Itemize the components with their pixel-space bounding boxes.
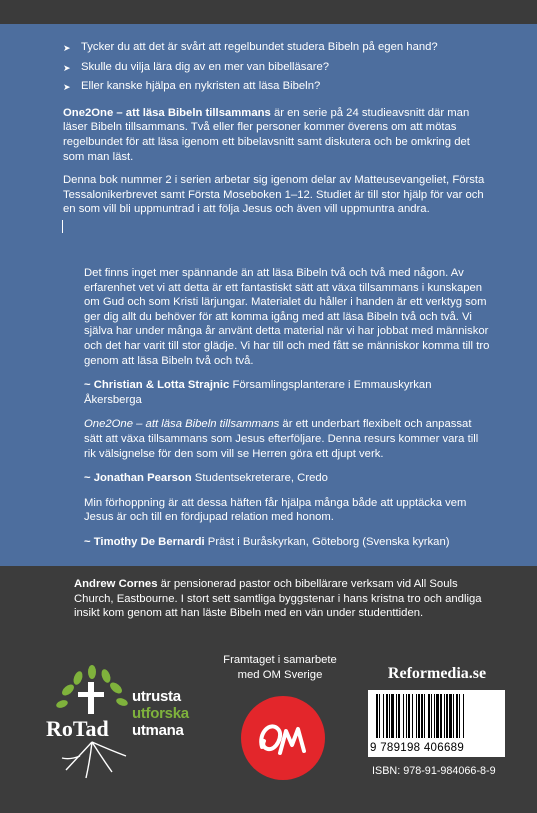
barcode-bar — [418, 694, 420, 738]
quote-1-attribution: ~ Christian & Lotta Strajnic Församlingsplanterare i Emmauskyrkan Åkersberga — [84, 379, 432, 406]
arrow-bullet-icon: ➤ — [63, 62, 71, 73]
barcode-bar — [463, 694, 464, 738]
quote-3-text: Min förhoppning är att dessa häften får hjälpa många både att upptäcka vem Jesus är och till en fördjupad relation med honom. — [84, 496, 467, 524]
barcode-bar — [416, 694, 417, 738]
barcode-bar — [424, 694, 425, 738]
barcode-bar — [389, 694, 390, 738]
arrow-bullet-icon: ➤ — [63, 43, 71, 53]
barcode-bar — [456, 694, 458, 738]
barcode-bar — [403, 694, 404, 738]
barcode-bars — [368, 690, 505, 740]
endorsements — [84, 266, 492, 560]
barcode-bar — [391, 694, 394, 738]
barcode-bar — [444, 694, 445, 738]
isbn: ISBN: 978-91-984066-8-9 — [372, 765, 496, 777]
barcode-bar — [446, 694, 448, 738]
barcode-bar — [386, 694, 388, 738]
book-paragraph: Denna bok nummer 2 i serien arbetar sig igenom delar av Matteusevangeliet, Första Tessalonikerbrevet samt Första Moseboken 1–12. Studiet är till stor hjälp för var och en som vill bli uppmuntrad i att följa Jesus och även vill uppmuntra andra. — [63, 174, 485, 216]
quote-2-attribution: ~ Jonathan Pearson Studentsekreterare, Credo — [84, 472, 328, 485]
series-title: One2One – att läsa Bibeln tillsammans — [63, 106, 271, 119]
barcode-bar — [428, 694, 430, 738]
barcode-bar — [396, 694, 397, 738]
bullet-item: ➤ Skulle du vilja lära dig av en mer van bibelläsare? — [63, 60, 493, 75]
rotad-word: utrusta — [132, 688, 181, 705]
barcode-bar — [406, 694, 407, 738]
barcode-bar — [431, 694, 432, 738]
rotad-logo — [40, 660, 220, 785]
barcode-bar — [449, 694, 452, 738]
bullet-item: ➤ Tycker du att det är svårt att regelbundet studera Bibeln på egen hand? — [63, 40, 493, 55]
barcode-bar — [453, 694, 454, 738]
rotad-words — [132, 688, 189, 739]
collaboration-note: Framtaget i samarbete med OM Sverige — [223, 654, 337, 681]
barcode-bar — [412, 694, 413, 738]
publisher-name: Reformedia.se — [387, 665, 487, 682]
barcode-bar — [459, 694, 460, 738]
intro-paragraph: One2One – att läsa Bibeln tillsammans är en serie på 24 studieavsnitt där man läser Bibeln tillsammans. Två eller fler personer kommer överens om att mötas regelbundet för att läsa igenom ett bibelavsnitt samt diskutera och be omkring det som man läst. — [63, 106, 470, 163]
quote-1-text: Det finns inget mer spännande än att läsa Bibeln två och två med någon. Av erfarenhet vet vi att detta är ett fantastiskt sätt att växa tillsammans i kunskapen om Gud och som Kristi lärjungar. Materialet du håller i handen är ett verktyg som ger dig allt du behöver för att komma igång med att läsa Bibeln två och två. Vi själva har under många år använt detta material när vi har jobbat med människor och det har varit till stor glädje. Vi har till och med fått se människor komma till tro genom att läsa Bibeln två och två. — [84, 267, 490, 367]
rotad-word: utmana — [132, 722, 184, 739]
barcode-bar — [408, 694, 410, 738]
barcode-bar — [421, 694, 423, 738]
barcode-bar — [398, 694, 400, 738]
quote-3-attribution: ~ Timothy De Bernardi Präst i Buråskyrkan, Göteborg (Svenska kyrkan) — [84, 535, 450, 548]
text-cursor — [62, 220, 63, 233]
arrow-bullet-icon: ➤ — [63, 82, 71, 93]
rotad-word: utforska — [132, 705, 189, 722]
barcode-bar — [434, 694, 435, 738]
blurb-main — [63, 40, 493, 226]
rotad-logo-text: RoTad — [46, 716, 109, 741]
barcode-bar — [440, 694, 442, 738]
barcode-bar — [383, 694, 384, 738]
om-logo — [240, 695, 326, 781]
author-bio: Andrew Cornes är pensionerad pastor och bibellärare verksam vid All Souls Church, Eastbourne. I stort sett samtliga byggstenar i hans kristna tro och andliga insikt kom genom att han läste Bibeln med en vän under studenttiden. — [74, 578, 482, 620]
quote-2-text: One2One – att läsa Bibeln tillsammans är ett underbart flexibelt och anpassat sätt att växa tillsammans som Jesus efterföljare. Denna resurs kommer vara till rik välsignelse för den som vill se Herren göra ett djupt verk. — [84, 418, 479, 460]
bullet-item: ➤ Eller kanske hjälpa en nykristen att läsa Bibeln? — [63, 79, 493, 94]
bullet-list — [63, 40, 493, 94]
barcode-bar — [436, 694, 439, 738]
barcode-bar — [376, 694, 378, 738]
barcode-bar — [379, 694, 380, 738]
barcode-number: 9 789198 406689 — [370, 742, 465, 754]
top-strip — [0, 0, 537, 24]
